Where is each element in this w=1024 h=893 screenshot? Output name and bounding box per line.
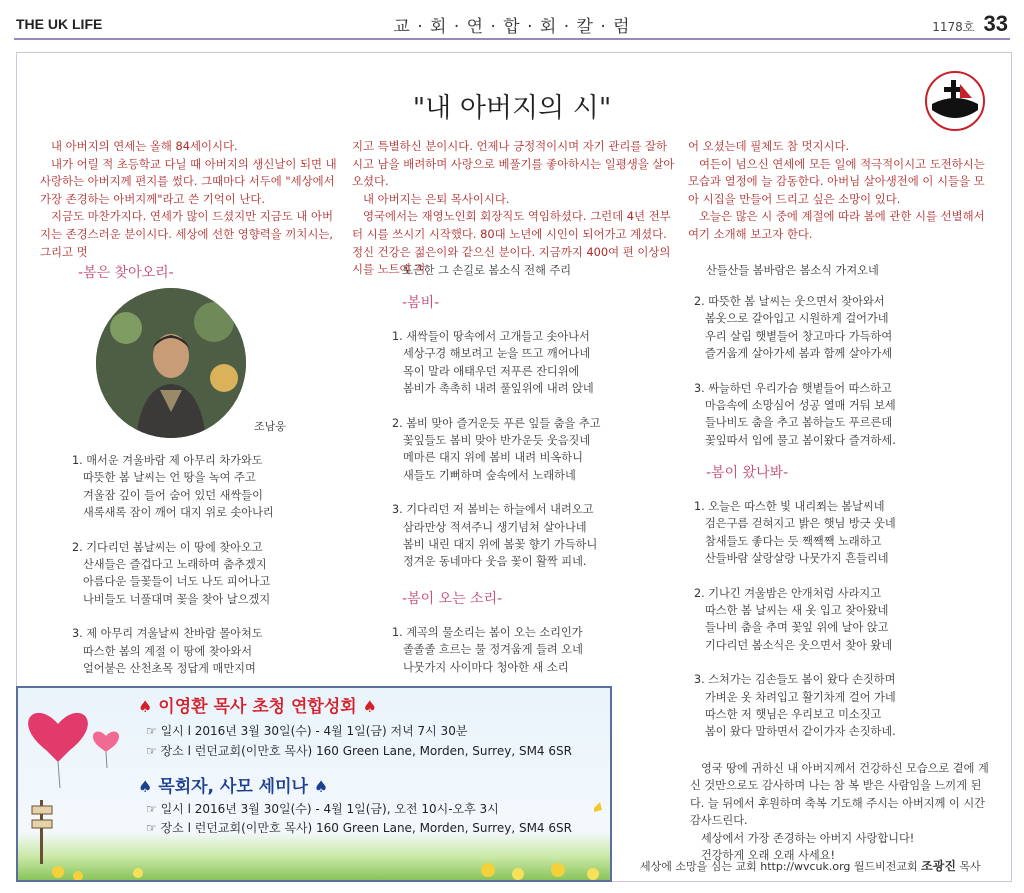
- poem-body-4: [694, 498, 994, 758]
- poem-stanza: [392, 415, 682, 485]
- poem-stanza: [392, 624, 682, 676]
- poem-body-2: [392, 328, 682, 588]
- poem-line: 얼어붙은 산천초목 정답게 매만지며: [83, 662, 256, 676]
- spade-icon: ♠: [313, 777, 329, 796]
- poem-line: 산들바람 살랑살랑 나뭇가지 흔들리네: [705, 552, 889, 566]
- poem-stanza: [694, 498, 994, 568]
- intro-paragraph: 어 오셨는데 필체도 참 멋지시다.: [688, 139, 850, 153]
- poem-line: 새록새록 잠이 깨어 대지 위로 솟아나리: [83, 506, 274, 520]
- poem-line: 산들산들 봄바람은 봄소식 가져오네: [706, 264, 879, 277]
- poem-title: -봄비-: [402, 295, 440, 311]
- poem-line: 기다리던 봄소식은 웃으면서 찾아 왔네: [705, 638, 893, 652]
- intro-column-1: [40, 138, 340, 261]
- poem-line: 1. 매서운 겨울바람 제 아무리 차가와도: [72, 454, 263, 467]
- intro-paragraph: 지고 특별하신 분이시다. 언제나 긍정적이시며 자기 관리를 잘하시고 남을 배려하며 사랑으로 베풀기를 좋아하시는 일평생을 살아오셨다.: [352, 139, 675, 189]
- poem-stanza: [694, 380, 994, 450]
- poem-line: 참새들도 좋다는 듯 짹짹짹 노래하고: [705, 534, 882, 548]
- closing-paragraph: 세상에서 가장 존경하는 아버지 사랑합니다!: [701, 831, 915, 845]
- intro-paragraph: 지금도 마찬가지다. 연세가 많이 드셨지만 지금도 내 아버지는 존경스러운 분이시다. 세상에 선한 영향력을 끼치시는, 그리고 멋: [40, 209, 334, 259]
- event-advertisement: [16, 686, 612, 882]
- poem-line: 봄옷으로 갈아입고 시원하게 걸어가네: [705, 312, 889, 326]
- poem-line: 포근한 그 손길로 봄소식 전해 주리: [402, 264, 572, 277]
- poem-stanza: [392, 328, 682, 398]
- poem-line: 들나비 춤을 추며 꽃잎 위에 날아 앉고: [705, 621, 889, 635]
- spade-icon: ♠: [138, 777, 153, 796]
- intro-paragraph: 내가 어릴 적 초등학교 다닐 때 아버지의 생신날이 되면 내 사랑하는 아버지께 편지를 썼다. 그때마다 서두에 "세상에서 가장 존경하는 아버지께"라고 쓴 기억이 난다.: [40, 156, 337, 206]
- poem-line: 목이 말라 애태우던 저푸른 잔디위에: [403, 364, 580, 378]
- poem-line: 따스한 저 햇님은 우리보고 미소짓고: [705, 708, 882, 722]
- church-info: 세상에 소망을 심는 교회 http://wvcuk.org 월드비전교회: [640, 860, 918, 873]
- poem-line: 나비들도 너풀대며 꽃을 찾아 날으겠지: [83, 592, 271, 606]
- poem-line: 메마른 대지 위에 봄비 내려 비옥하니: [403, 451, 583, 465]
- poem-line: 봄비 내린 대지 위에 봄꽃 향기 가득하니: [403, 538, 598, 552]
- poem-stanza: [72, 625, 352, 677]
- event1-title-text: 이영환 목사 초청 연합성회: [158, 697, 357, 717]
- poem-stanza: [392, 501, 682, 571]
- poem-line: 나뭇가지 사이마다 청아한 새 소리: [403, 660, 569, 674]
- poem-continuation-line: [706, 262, 996, 279]
- poem-body-1: [72, 452, 352, 694]
- event1-title: [138, 692, 377, 717]
- page-info: [932, 11, 1008, 37]
- poem-stanza: [694, 585, 994, 655]
- article-title: "내 아버지의 시": [412, 93, 612, 124]
- poem-line: 따스한 봄 날씨는 새 옷 입고 찾아왔네: [705, 604, 889, 618]
- event1-place: ☞ 장소 l 런던교회(이만호 목사) 160 Green Lane, Morden, Surrey, SM4 6SR: [146, 744, 572, 758]
- poem-title: -봄이 오는 소리-: [402, 591, 503, 607]
- poem-line: 들나비도 춤을 추고 봄하늘도 푸르른데: [705, 416, 893, 430]
- intro-paragraph: 영국에서는 재영노인회 회장직도 역임하셨다. 그런데 4년 전부터 시를 쓰시기 시작했다. 80대 노년에 시인이 되어가고 계셨다. 정신 건강은 젊은이와 같으신 분이다. 지금까지 400여 편 이상의 시를 노트에 적: [352, 209, 671, 277]
- poem-line: 2. 봄비 맞아 즐거운듯 푸른 잎들 춤을 추고: [392, 416, 601, 430]
- event2-place: ☞ 장소 l 런던교회(이만호 목사) 160 Green Lane, Morden, Surrey, SM4 6SR: [146, 821, 572, 835]
- poem-line: 꽃잎들도 봄비 맞아 반가운듯 웃음짓네: [403, 434, 591, 448]
- poem-line: 정겨운 동네마다 웃음 꽃이 활짝 피네.: [403, 555, 587, 569]
- poem-line: 봄이 왔다 말하면서 같이가자 손짓하네.: [705, 725, 896, 739]
- author-signature: [640, 857, 981, 874]
- poem-stanza: [72, 539, 352, 609]
- section-title: 교 · 회 · 연 · 합 · 회 · 칼 · 럼: [393, 17, 631, 37]
- poem-line: 3. 기다리던 저 봄비는 하늘에서 내려오고: [392, 503, 594, 517]
- poem-line: 아름다운 들꽃들이 너도 나도 피어나고: [83, 575, 271, 589]
- poem-title: -봄이 왔나봐-: [706, 465, 789, 481]
- spade-icon: ♠: [362, 697, 377, 716]
- poem-line: 3. 스쳐가는 김손들도 봄이 왔다 손짓하며: [694, 673, 896, 687]
- poem-line: 겨울잠 깊이 들어 숨어 있던 새싹들이: [83, 488, 263, 502]
- author-name: 조광진: [921, 859, 956, 873]
- author-title: 목사: [959, 860, 981, 873]
- page-number: 33: [983, 11, 1008, 36]
- publication-name: THE UK LIFE: [16, 16, 103, 32]
- poem-line: 마음속에 소망심어 성공 열매 거둬 보세: [705, 399, 896, 413]
- poem-line: 세상구경 해보려고 눈을 뜨고 깨어나네: [403, 347, 591, 361]
- poem-body-3-continued: [694, 293, 994, 466]
- poem-line: 삼라만상 적셔주니 생기넘쳐 살아나네: [403, 520, 587, 534]
- poem-stanza: [694, 671, 994, 741]
- poem-line: 꽃잎따서 입에 물고 봄이왔다 즐겨하세.: [705, 433, 896, 447]
- poem-line: 우리 살림 햇볕들어 창고마다 가득하여: [705, 329, 893, 343]
- poem-line: 가벼운 옷 차려입고 활기차게 걸어 가네: [705, 690, 896, 704]
- intro-paragraph: 내 아버지의 연세는 올해 84세이시다.: [51, 139, 238, 153]
- intro-column-2: [352, 138, 677, 279]
- poem-line: 3. 제 아무리 겨울날씨 찬바람 몰아쳐도: [72, 627, 263, 641]
- poem-line: 새들도 기뻐하며 숲속에서 노래하네: [403, 468, 576, 482]
- poem-author: 조남웅: [254, 420, 286, 433]
- poem-continuation-line: [402, 262, 682, 279]
- intro-paragraph: 내 아버지는 은퇴 목사이시다.: [363, 191, 510, 206]
- masthead: [14, 8, 1010, 36]
- issue-number: 1178호: [932, 20, 975, 34]
- closing-paragraph: 영국 땅에 귀하신 내 아버지께서 건강하신 모습으로 곁에 계신 것만으로도 감사하며 나는 참 복 받은 사람임을 느끼게 된다. 늘 뒤에서 후원하며 축복 기도해 주시는 아버지께 이 시간 감사드린다.: [690, 762, 989, 828]
- poem-line: 따뜻한 봄 날씨는 언 땅을 녹여 주고: [83, 471, 256, 485]
- poem-line: 3. 싸늘하던 우리가슴 햇볕들어 따스하고: [694, 381, 892, 395]
- poem-line: 졸졸졸 흐르는 물 정겨웁게 들려 오네: [403, 643, 583, 657]
- poem-line: 1. 새싹들이 땅속에서 고개들고 솟아나서: [392, 330, 590, 343]
- poem-line: 2. 기나긴 겨울밤은 안개처럼 사라지고: [694, 586, 882, 600]
- poem-line: 즐거웁게 살아가세 봄과 함께 살아가세: [705, 347, 893, 361]
- event2-title-text: 목회자, 사모 세미나: [158, 777, 308, 797]
- masthead-rule: [14, 38, 1010, 40]
- spade-icon: ♠: [138, 697, 153, 716]
- poem-line: 2. 따뜻한 봄 날씨는 웃으면서 찾아와서: [694, 295, 885, 308]
- poem-line: 2. 기다리던 봄날씨는 이 땅에 찾아오고: [72, 540, 263, 554]
- author-photo: [96, 288, 246, 438]
- poem-line: 산새들은 즐겁다고 노래하며 춤추겠지: [83, 558, 267, 572]
- poem-line: 봄비가 촉촉히 내려 풀잎위에 내려 앉네: [403, 382, 594, 396]
- event2-date: ☞ 일시 l 2016년 3월 30일(수) - 4월 1일(금), 오전 10시-오후 3시: [146, 802, 499, 816]
- intro-paragraph: 여든이 넘으신 연세에 모든 일에 적극적이시고 도전하시는 모습과 열정에 늘 감동한다. 아버님 살아생전에 이 시들을 모아 시집을 만들어 드리고 싶은 소망이 있다.: [688, 156, 985, 206]
- intro-paragraph: 오늘은 많은 시 중에 계절에 따라 봄에 관한 시를 선별해서 여기 소개해 보고자 한다.: [688, 209, 985, 241]
- poem-line: 1. 오늘은 따스한 빛 내리쬐는 봄날씨네: [694, 500, 885, 513]
- closing-paragraph: 건강하게 오래 오래 사세요!: [701, 849, 836, 863]
- poem-line: 1. 계곡의 물소리는 봄이 오는 소리인가: [392, 626, 583, 639]
- poem-stanza: [72, 452, 352, 522]
- poem-line: 따스한 봄의 계절 이 땅에 찾아와서: [83, 644, 253, 658]
- poem-title: -봄은 찾아오리-: [78, 265, 174, 281]
- event2-title: [138, 772, 328, 797]
- church-association-logo: [924, 70, 986, 132]
- closing-text: [690, 760, 990, 864]
- intro-column-3: [688, 138, 993, 244]
- poem-stanza: [694, 293, 994, 363]
- poem-line: 검은구름 걷혀지고 밝은 햇님 방긋 웃네: [705, 517, 896, 531]
- poem-body-3: [392, 624, 682, 693]
- event1-date: ☞ 일시 l 2016년 3월 30일(수) - 4월 1일(금) 저녁 7시 30분: [146, 724, 468, 738]
